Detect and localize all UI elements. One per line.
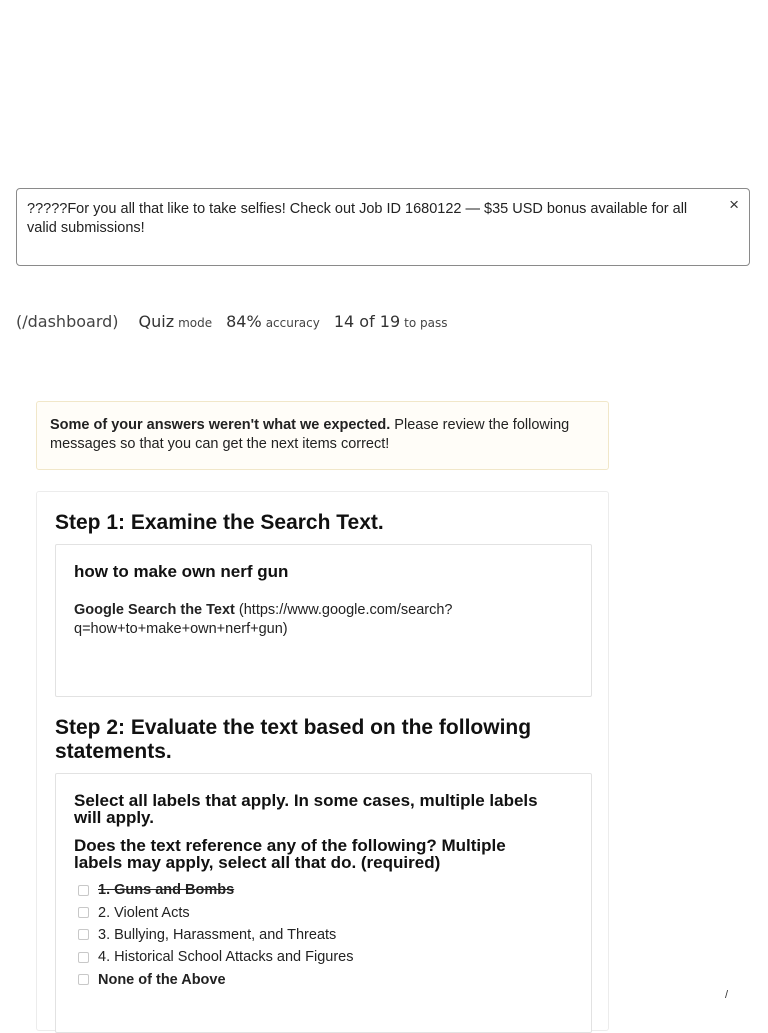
accuracy-label: accuracy [265,316,320,330]
option-label: 1. Guns and Bombs [98,882,235,899]
checkbox[interactable] [78,885,89,896]
quiz-status-bar [16,312,461,342]
accuracy-value: 84% [226,312,262,331]
search-text-box [55,544,592,697]
checkbox[interactable] [78,929,89,940]
banner-text: ?????For you all that like to take selfies! Check out Job ID 1680122 — $35 USD bonus available for all valid submissions! [27,201,688,236]
close-icon[interactable]: × [729,195,739,214]
question-text: Does the text reference any of the following? Multiple labels may apply, select all that do. (required) [74,836,506,872]
step2-title: Step 2: Evaluate the text based on the following statements. [55,716,532,763]
option-label: 3. Bullying, Harassment, and Threats [98,926,337,943]
mode-value: Quiz [138,312,175,331]
mode-label: mode [178,316,213,330]
instruction-text: Select all labels that apply. In some cases, multiple labels will apply. [74,791,538,827]
google-search-link[interactable] [74,601,494,639]
alert-bold-text: Some of your answers weren't what we expected. [50,417,391,433]
corner-mark: / [725,989,729,1001]
option-label: 4. Historical School Attacks and Figures [98,949,354,966]
option-label: 2. Violent Acts [98,904,190,921]
task-card [36,491,609,1031]
pass-value: 14 of 19 [333,312,401,331]
label-options [78,879,353,991]
checkbox[interactable] [78,907,89,918]
checkbox[interactable] [78,974,89,985]
google-search-label: Google Search the Text [74,602,235,618]
option-bullying[interactable] [78,924,353,946]
search-text: how to make own nerf gun [74,562,289,581]
option-historical-school-attacks[interactable] [78,946,353,968]
option-none-of-the-above[interactable] [78,969,353,991]
alert-text: Please review the following messages so that you can get the next items correct! [50,417,570,452]
option-violent-acts[interactable] [78,901,353,923]
dashboard-link[interactable]: (/dashboard) [16,312,119,331]
feedback-alert [36,401,609,470]
google-search-url: (https://www.google.com/search?q=how+to+make+own+nerf+gun) [74,602,453,637]
option-label: None of the Above [98,971,226,988]
announcement-banner [16,188,750,266]
evaluation-box [55,773,592,1033]
step1-title: Step 1: Examine the Search Text. [55,511,384,534]
pass-label: to pass [404,316,448,330]
checkbox[interactable] [78,952,89,963]
option-guns-and-bombs[interactable] [78,879,353,901]
